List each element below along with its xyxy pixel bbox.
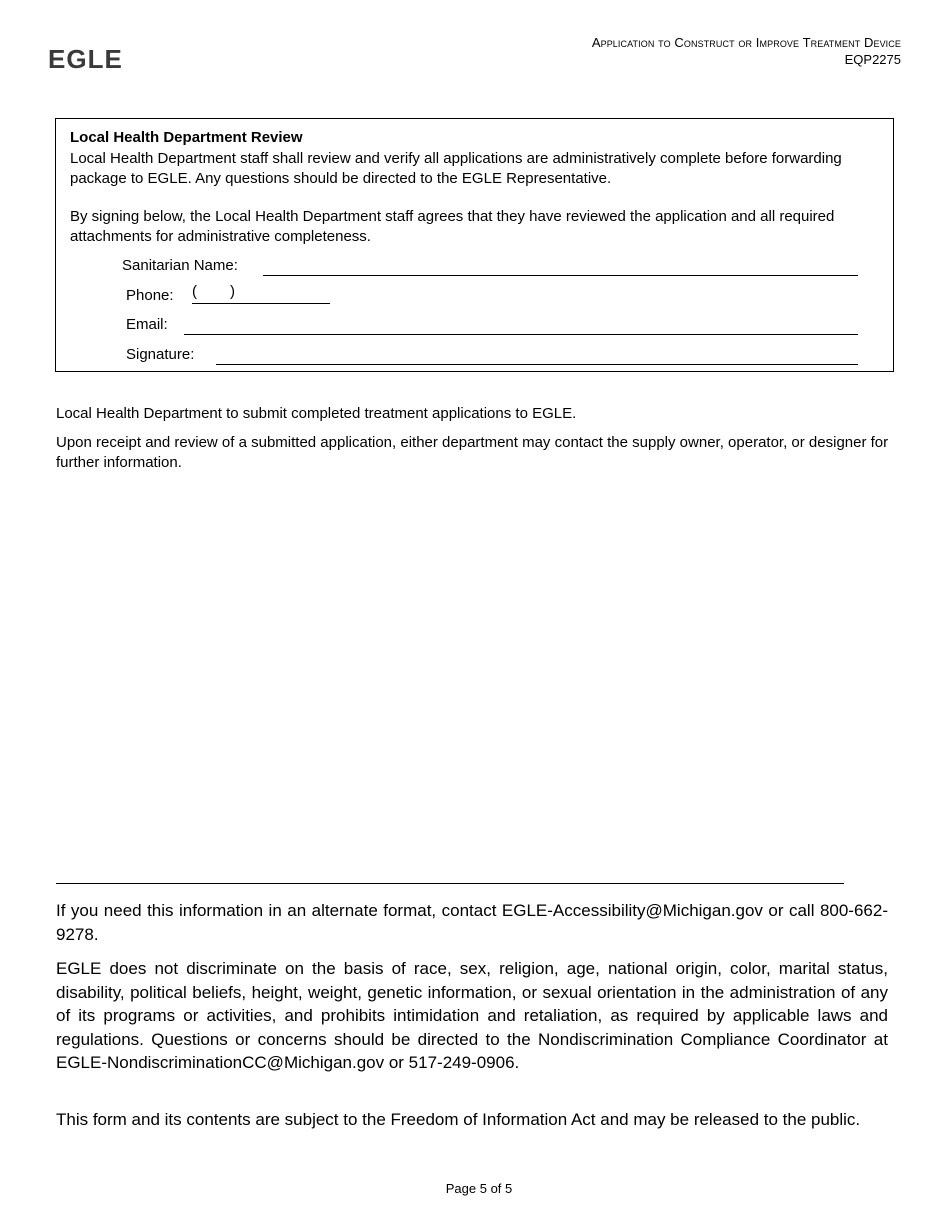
sanitarian-name-field[interactable] <box>263 275 858 276</box>
review-instructions: Local Health Department staff shall review and verify all applications are administratively complete before forwarding package to EGLE. Any questions should be directed to the EGLE Representative. <box>70 150 842 187</box>
signature-field[interactable] <box>216 364 858 365</box>
logo-text: EGLE <box>48 44 123 72</box>
signature-label: Signature: <box>126 346 195 363</box>
review-heading: Local Health Department Review <box>70 129 303 146</box>
submission-instruction: Local Health Department to submit completed treatment applications to EGLE. <box>56 405 577 422</box>
review-agreement: By signing below, the Local Health Department staff agrees that they have reviewed the application and all required attachments for administrative completeness. <box>70 208 835 245</box>
phone-field[interactable] <box>192 303 330 304</box>
nondiscrimination-notice: EGLE does not discriminate on the basis of race, sex, religion, age, national origin, color, marital status, disability, political beliefs, height, weight, genetic information, or sexual orientation in the administration of any of its programs or activities, and prohibits intimidation and retaliation, as required by applicable laws and regulations. Questions or concerns should be directed to the Nondiscrimination Compliance Coordinator at EGLE-NondiscriminationCC@Michigan.gov or 517-249-0906. <box>56 959 888 1072</box>
phone-open-paren: ( <box>192 283 197 300</box>
form-number: EQP2275 <box>844 52 901 67</box>
document-header <box>592 34 901 68</box>
form-title: Application to Construct or Improve Treatment Device <box>591 35 901 50</box>
local-health-review-section <box>55 118 894 372</box>
email-label: Email: <box>126 316 168 333</box>
receipt-review-note: Upon receipt and review of a submitted application, either department may contact the supply owner, operator, or designer for further information. <box>56 434 889 471</box>
footer-separator <box>56 883 844 884</box>
phone-close-paren: ) <box>230 283 235 300</box>
page-number: Page 5 of 5 <box>445 1181 513 1196</box>
accessibility-notice: If you need this information in an alternate format, contact EGLE-Accessibility@Michigan.gov or call 800-662-9278. <box>56 901 888 944</box>
foia-notice: This form and its contents are subject to the Freedom of Information Act and may be released to the public. <box>56 1110 861 1129</box>
egle-logo <box>48 44 128 72</box>
phone-label: Phone: <box>126 287 174 304</box>
email-field[interactable] <box>184 334 858 335</box>
sanitarian-name-label: Sanitarian Name: <box>122 257 238 274</box>
